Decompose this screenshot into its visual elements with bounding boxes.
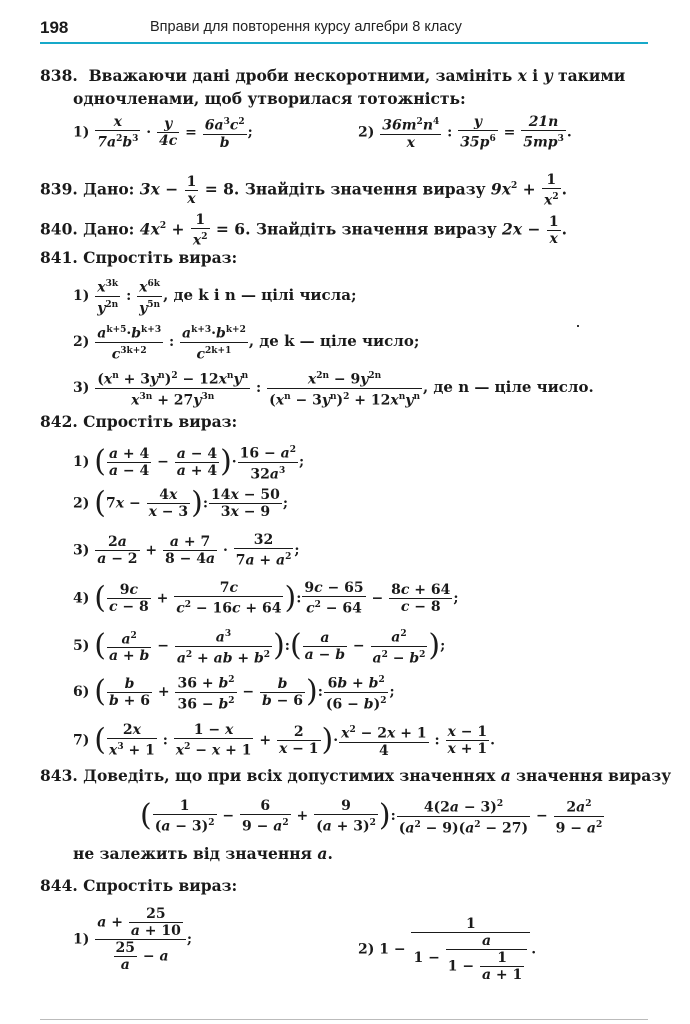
exercise-841-note3: , де n — ціле число. — [422, 378, 594, 397]
exercise-842-heading — [40, 412, 237, 432]
exercise-842-part6: 6) ( $\frac{b}{b + 6}$ + $\frac{36 + b^2}{36 - b^2}$ − $\frac{b}{b - 6}$ ): $\frac{6b + b^2}{(6 - b)^2}$ ; — [73, 672, 395, 712]
exercise-839: 839. Дано: 3x − $\frac{1}{x}$ = 8. Знайдіть значення виразу $9x^2$ + $\frac{1}{x^2}$ . — [40, 172, 568, 209]
exercise-842-part1: 1) ( $\frac{a + 4}{a - 4}$ − $\frac{a - 4}{a + 4}$ )· $\frac{16 - a^2}{32a^3}$ ; — [73, 442, 304, 482]
exercise-841-part2: 2) $\frac{a^{k+5}\cdot b^{k+3}}{c^{3k+2}}$ : $\frac{a^{k+3}\cdot b^{k+2}}{c^{2k+1}}$ , де k — ціле число; — [73, 322, 419, 362]
exercise-841-part1: 1) $\frac{x^{3k}}{y^{2n}}$ : $\frac{x^{6k}}{y^{5n}}$ , де k і n — цілі числа; — [73, 276, 357, 316]
running-header: Вправи для повторення курсу алгебри 8 класу — [150, 19, 462, 35]
exercise-838-visible-1: Вважаючи дані дроби нескоротними, замініть x і y такими — [88, 66, 626, 85]
exercise-838-line2: одночленами, щоб утворилася тотожність: — [73, 89, 466, 108]
exercise-838-part1: 1) $\frac{x}{7a^2b^3}$ · $\frac{y}{4c}$ = $\frac{6a^3c^2}{b}$ ; — [73, 114, 253, 151]
exercise-842-part4: 4) ( $\frac{9c}{c - 8}$ + $\frac{7c}{c^2 - 16c + 64}$ ): $\frac{9c - 65}{c^2 - 64}$ − $\frac{8c + 64}{c - 8}$ ; — [73, 580, 459, 617]
exercise-841-part3: 3) $(x^n + 3y^n)^2 - 12x^ny^n$ $x^{3n} + 27y^{3n}$ : $x^{2n} - 9y^{2n}$ $(x^n - 3y^n)^2 + 12x^ny^n$ , де n — ціле число. — [73, 368, 594, 408]
page-bottom-rule — [40, 1019, 648, 1020]
exercise-844-part2: 2) 1 − 1 1 − a 1 − $\frac{1}{a + 1}$ . — [358, 916, 537, 983]
exercise-840-number: 840. — [40, 219, 78, 239]
exercise-841-note2: , де k — ціле число; — [248, 332, 420, 351]
exercise-842-title: Спростіть вираз: — [83, 412, 238, 431]
exercise-844-title: Спростіть вираз: — [83, 876, 238, 895]
exercise-842-part3: 3) $\frac{2a}{a - 2}$ + $\frac{a + 7}{8 - 4a}$ · $\frac{32}{7a + a^2}$ ; — [73, 532, 300, 569]
exercise-838-line1 — [40, 66, 625, 91]
stray-dot — [577, 325, 579, 327]
exercise-843-statement: 843. Доведіть, що при всіх допустимих значеннях a значення виразу — [40, 766, 672, 785]
exercise-842-part7: 7) ( $\frac{2x}{x^3 + 1}$ : $\frac{1 - x}{x^2 - x + 1}$ + $\frac{2}{x - 1}$ )· $\frac{x^2 - 2x + 1}{4}$ : $\frac{x - 1}{x + 1}$ . — [73, 722, 495, 759]
exercise-844-number: 844. — [40, 876, 78, 895]
exercise-842-part5: 5) ( $\frac{a^2}{a + b}$ − $\frac{a^3}{a^2 + ab + b^2}$ ):( $\frac{a}{a - b}$ − $\frac{a^2}{a^2 - b^2}$ ); — [73, 626, 445, 666]
exercise-844-part1: 1) a + $\frac{25}{a + 10}$ $\frac{25}{a}$ − a ; — [73, 906, 193, 973]
exercise-842-number: 842. — [40, 412, 78, 431]
exercise-841-heading — [40, 248, 237, 268]
exercise-838-number: 838. — [40, 66, 78, 85]
exercise-839-number: 839. — [40, 179, 78, 199]
exercise-843-number: 843. — [40, 766, 78, 785]
page-number: 198 — [40, 18, 69, 37]
exercise-842-part2: 2) (7x − $\frac{4x}{x - 3}$ ): $\frac{14x - 50}{3x - 9}$ ; — [73, 485, 289, 521]
exercise-838-part2: 2) $\frac{36m^2n^4}{x}$ : $\frac{y}{35p^6}$ = $\frac{21n}{5mp^3}$ . — [358, 114, 572, 151]
exercise-840: 840. Дано: $4x^2$ + $\frac{1}{x^2}$ = 6. Знайдіть значення виразу 2x − $\frac{1}{x}$ . — [40, 212, 568, 249]
exercise-841-note1: , де k і n — цілі числа; — [163, 286, 357, 305]
header-rule — [40, 42, 648, 44]
exercise-841-title: Спростіть вираз: — [83, 248, 238, 267]
exercise-843-tail: не залежить від значення a. — [73, 844, 333, 863]
exercise-843-expression: ( $\frac{1}{(a - 3)^2}$ − $\frac{6}{9 - a^2}$ + $\frac{9}{(a + 3)^2}$ ): $\frac{4(2a - 3)^2}{(a^2 - 9)(a^2 - 27)}$ − $\frac{2a^2}{9 - a^2}$ — [140, 797, 603, 837]
exercise-844-heading — [40, 876, 237, 896]
exercise-841-number: 841. — [40, 248, 78, 267]
